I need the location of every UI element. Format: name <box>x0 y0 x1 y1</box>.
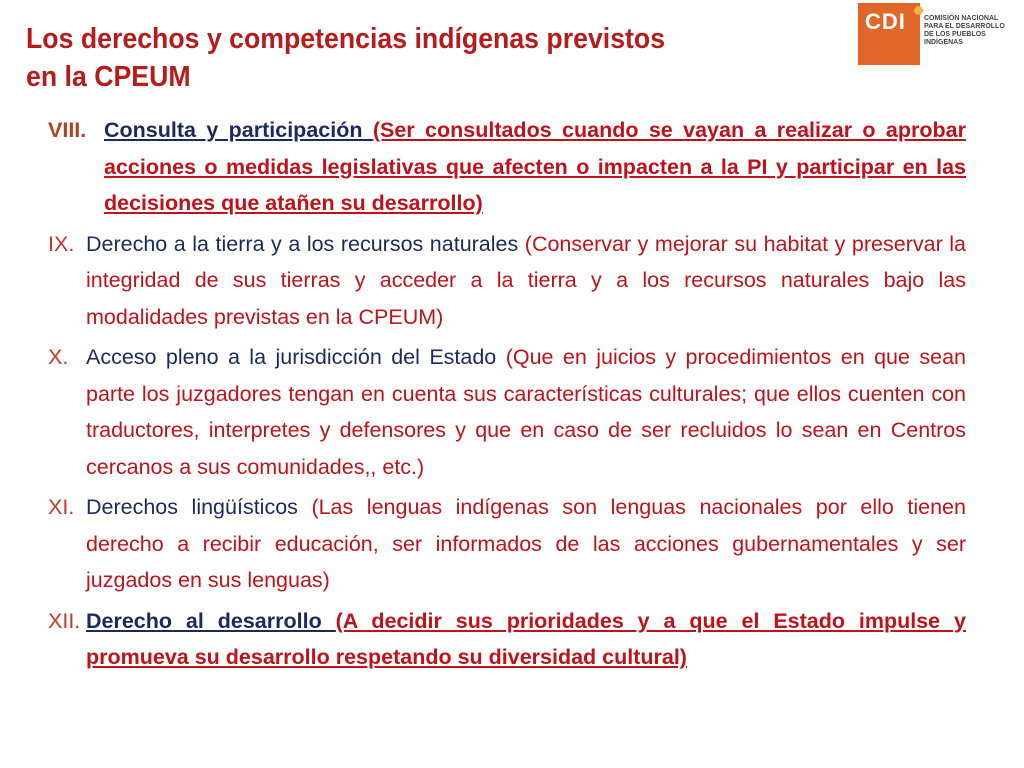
item-description: (A decidir sus prioridades y a que el Estado impulse y promueva su desarrollo respetando su diversidad cultural) <box>86 608 966 669</box>
slide-title-line2: en la CPEUM <box>26 61 191 93</box>
item-lead: Derecho a la tierra y a los recursos naturales <box>86 231 525 256</box>
item-lead: Derechos lingüísticos <box>86 495 312 519</box>
item-number: IX. <box>48 231 75 256</box>
rights-list <box>48 112 966 676</box>
item-lead: Acceso pleno a la jurisdicción del Estado <box>86 345 506 369</box>
slide-title-line1: Los derechos y competencias indígenas previstos <box>26 23 666 55</box>
item-number: VIII. <box>48 118 87 142</box>
list-item-ix <box>48 226 966 336</box>
item-lead: Derecho al desarrollo <box>86 608 336 633</box>
item-number: X. <box>48 345 69 369</box>
slide-title <box>26 20 762 96</box>
item-description: (Las lenguas indígenas son lenguas nacionales por ello tienen derecho a recibir educación, ser informados de las acciones gubernamentales y ser juzgados en sus lenguas) <box>86 495 966 592</box>
item-description: (Que en juicios y procedimientos en que sean parte los juzgadores tengan en cuenta sus características culturales; que ellos cuenten con traductores, interpretes y defensores y que en caso de ser recluidos lo sean en Centros cercanos a sus comunidades,, etc.) <box>86 345 966 479</box>
list-item-viii <box>48 112 966 222</box>
cdi-logo <box>858 3 1024 67</box>
item-description: (Conservar y mejorar su habitat y preservar la integridad de sus tierras y acceder a la tierra y a los recursos naturales bajo las modalidades previstas en la CPEUM) <box>86 231 966 329</box>
item-lead: Consulta y participación <box>104 118 373 142</box>
list-item-x <box>48 339 966 485</box>
item-description: (Ser consultados cuando se vayan a realizar o aprobar acciones o medidas legislativas que afecten o impacten a la PI y participar en las decisiones que atañen su desarrollo) <box>104 118 966 215</box>
item-number: XII. <box>48 608 81 633</box>
list-item-xi <box>48 489 966 599</box>
list-item-xii <box>48 603 966 676</box>
logo-text-line3: DE LOS PUEBLOS INDÍGENAS <box>924 31 986 46</box>
item-number: XI. <box>48 495 75 519</box>
logo-text-line1: COMISIÓN NACIONAL <box>924 15 999 22</box>
logo-text-line2: PARA EL DESARROLLO <box>924 23 1005 30</box>
logo-letters: CDI <box>865 9 906 34</box>
logo-mark <box>858 3 920 65</box>
logo-dot-icon <box>914 6 923 15</box>
logo-text <box>924 15 1024 47</box>
